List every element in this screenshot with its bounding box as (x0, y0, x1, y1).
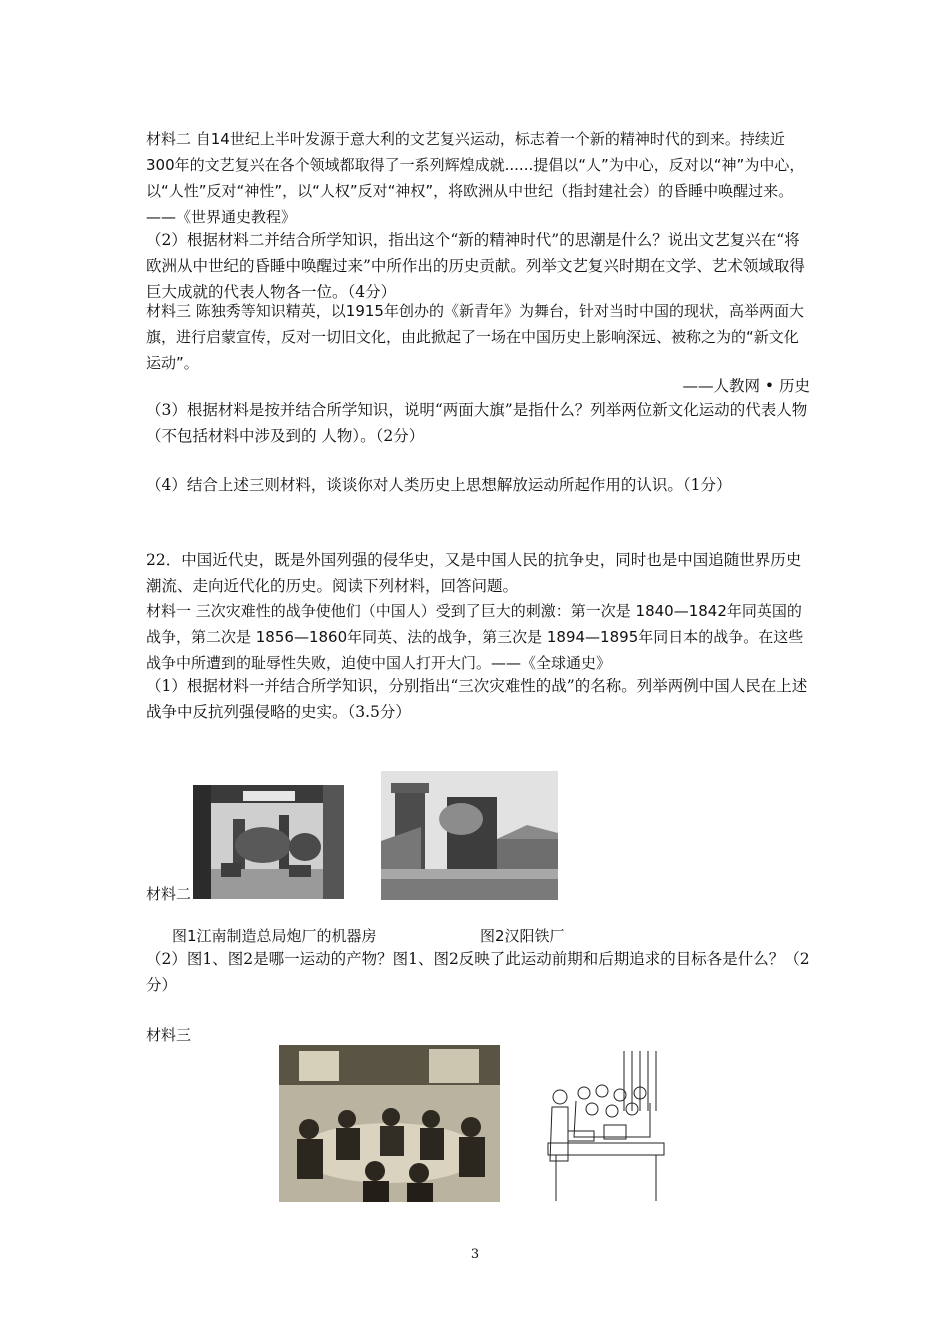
question-4: （4）结合上述三则材料，谈谈你对人类历史上思想解放运动所起作用的认识。（1分） (146, 476, 732, 494)
fig2-hanyang-iron-works-photo (381, 771, 558, 900)
question-22-q1: （1）根据材料一并结合所学知识，分别指出“三次灾难性的战”的名称。列举两例中国人民在上述战争中反抗列强侵略的史实。（3.5分） (146, 677, 808, 721)
meeting-photo (279, 1045, 500, 1202)
question-22-material-1: 材料一 三次灾难性的战争使他们（中国人）受到了巨大的刺激：第一次是 1840—1842年同英国的战争，第二次是 1856—1860年同英、法的战争，第三次是 1894—1895年同日本的战争。在这些战争中所遭到的耻辱性失败，迫使中国人打开大门。——《全球通史》 (146, 602, 804, 672)
fig1-caption: 图1江南制造总局炮厂的机器房 (172, 927, 377, 945)
classroom-drawing (546, 1051, 666, 1201)
material-2-text: 材料二 自14世纪上半叶发源于意大利的文艺复兴运动，标志着一个新的精神时代的到来。持续近300年的文艺复兴在各个领域都取得了一系列辉煌成就......提倡以“人”为中心，反对以“神”为中心，以“人性”反对“神性”，以“人权”反对“神权”，将欧洲从中世纪（指封建社会）的昏睡中唤醒过来。——《世界通史教程》 (146, 130, 805, 226)
material-2-label: 材料二 (146, 885, 192, 903)
question-22-intro: 22．中国近代史，既是外国列强的侵华史，又是中国人民的抗争史，同时也是中国追随世界历史潮流、走向近代化的历史。阅读下列材料，回答问题。 (146, 551, 802, 595)
material-3-text: 材料三 陈独秀等知识精英，以1915年创办的《新青年》为舞台，针对当时中国的现状，高举两面大旗，进行启蒙宣传，反对一切旧文化，由此掀起了一场在中国历史上影响深远、被称之为的“新文化运动”。 (146, 302, 804, 372)
fig2-caption: 图2汉阳铁厂 (480, 927, 565, 945)
material-3-label: 材料三 (146, 1026, 192, 1044)
question-22-q2: （2）图1、图2是哪一运动的产物？图1、图2反映了此运动前期和后期追求的目标各是什么？（2分） (146, 950, 810, 994)
fig1-machine-room-photo (193, 785, 344, 899)
question-3: （3）根据材料是按并结合所学知识，说明“两面大旗”是指什么？列举两位新文化运动的代表人物（不包括材料中涉及到的 人物）。（2分） (146, 401, 808, 445)
question-2: （2）根据材料二并结合所学知识，指出这个“新的精神时代”的思潮是什么？说出文艺复兴在“将欧洲从中世纪的昏睡中唤醒过来”中所作出的历史贡献。列举文艺复兴时期在文学、艺术领域取得巨大成就的代表人物各一位。（4分） (146, 231, 805, 301)
material-3-source: ——人教网 • 历史 (682, 377, 810, 395)
page-number: 3 (470, 1247, 480, 1262)
